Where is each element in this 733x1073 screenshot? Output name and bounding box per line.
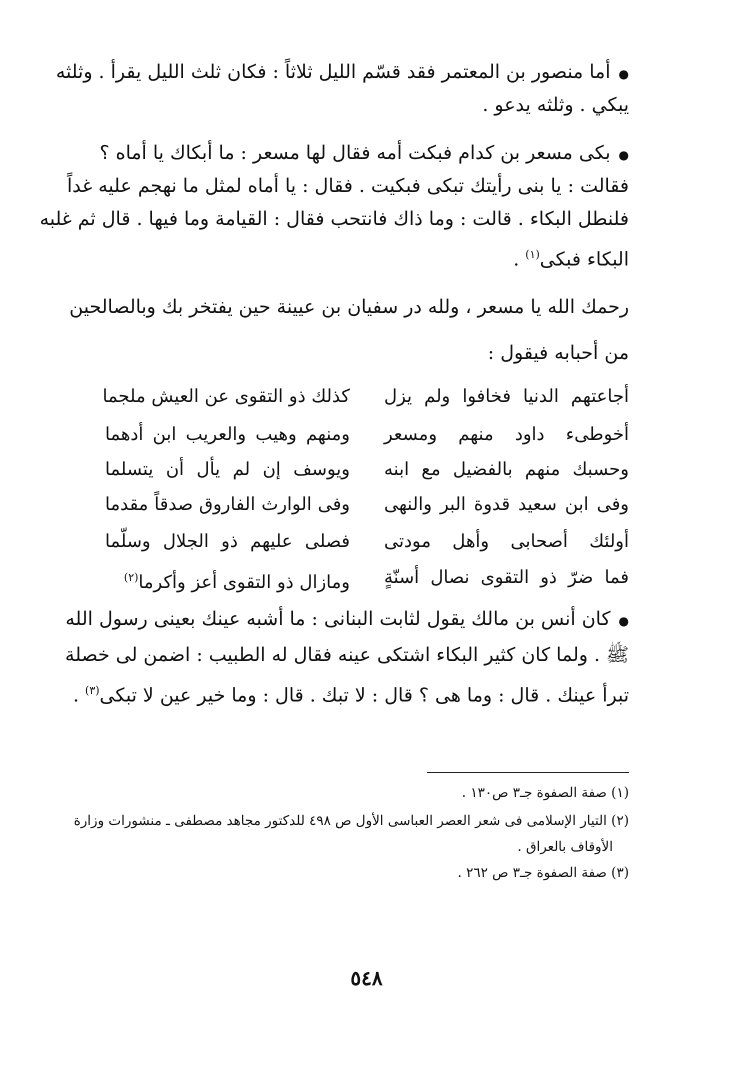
- page-number: ٥٤٨: [350, 966, 383, 990]
- text-span: .: [72, 684, 86, 707]
- paragraph-1-line-2: يبكي . وثلثه يدعو .: [482, 94, 629, 116]
- text-span: البكاء فبكى: [539, 248, 629, 271]
- footnote-1: (١) صفة الصفوة جـ٣ ص١٣٠ .: [461, 785, 629, 801]
- paragraph-3-line-1: رحمك الله يا مسعر ، ولله در سفيان بن عيينة حين يفتخر بك وبالصالحين: [69, 296, 629, 318]
- text-span: كان أنس بن مالك يقول لثابت البنانى : ما أشبه عينك بعينى رسول الله: [65, 608, 611, 630]
- poem-verse-3-second-hemistich: ويوسف إن لم يأل أن يتسلما: [105, 459, 350, 480]
- poem-verse-1-second-hemistich: كذلك ذو التقوى عن العيش ملجما: [102, 386, 350, 407]
- text-span: تبرأ عينك . قال : وما هى ؟ قال : لا تبك . قال : وما خير عين لا تبكى: [99, 684, 629, 707]
- poem-verse-3-first-hemistich: وحسبك منهم بالفضيل مع ابنه: [384, 459, 629, 480]
- poem-verse-5-first-hemistich: أولئك أصحابى وأهل مودتى: [384, 531, 629, 552]
- poem-verse-1-first-hemistich: أجاعتهم الدنيا فخافوا ولم يزل: [384, 386, 629, 407]
- text-span: .: [513, 248, 526, 271]
- bullet-icon: ●: [618, 148, 629, 162]
- footnote-ref-2: (٢): [123, 571, 139, 584]
- poem-verse-4-second-hemistich: وفى الوارث الفاروق صدقاً مقدما: [105, 494, 350, 515]
- text-span: أما منصور بن المعتمر فقد قسّم الليل ثلاثاً : فكان ثلث الليل يقرأ . وثلثه: [55, 61, 611, 83]
- text-span: ومازال ذو التقوى أعز وأكرما: [138, 572, 350, 593]
- poem-verse-5-second-hemistich: فصلى عليهم ذو الجلال وسلّما: [105, 531, 350, 552]
- poem-verse-6-second-hemistich: [105, 563, 350, 598]
- text-span: بكى مسعر بن كدام فبكت أمه فقال لها مسعر : ما أبكاك يا أماه ؟: [99, 142, 611, 164]
- paragraph-4-line-3: [72, 676, 629, 710]
- footnote-separator: [427, 772, 629, 773]
- bullet-icon: ●: [618, 614, 629, 628]
- bullet-icon: ●: [618, 67, 629, 81]
- footnote-2: (٢) التيار الإسلامى فى شعر العصر العباسى الأول ص ٤٩٨ للدكتور مجاهد مصطفى ـ منشورات وزارة: [73, 813, 629, 829]
- paragraph-2-line-2: فقالت : يا بنى رأيتك تبكى فبكيت . فقال : يا أماه لمثل ما نهجم عليه غداً: [67, 175, 629, 197]
- paragraph-3-line-2: من أحبابه فيقول :: [487, 342, 629, 364]
- paragraph-1-line-1: [55, 57, 629, 89]
- poem-verse-6-first-hemistich: فما ضرّ ذو التقوى نصال أسنّةٍ: [384, 567, 629, 588]
- footnote-ref-1: (١): [525, 248, 540, 261]
- poem-verse-2-second-hemistich: ومنهم وهيب والعريب ابن أدهما: [105, 424, 350, 445]
- poem-verse-4-first-hemistich: وفى ابن سعيد قدوة البر والنهى: [384, 494, 629, 515]
- paragraph-2-line-3: فلنطل البكاء . قالت : وما ذاك فانتحب فقال : القيامة وما فيها . قال ثم غلبه: [39, 208, 629, 230]
- poem-verse-2-first-hemistich: أخوطىء داود منهم ومسعر: [384, 424, 629, 445]
- paragraph-4-line-2: ﷺ . ولما كان كثير البكاء اشتكى عينه فقال له الطبيب : اضمن لى خصلة: [65, 644, 629, 666]
- paragraph-2-line-1: [99, 138, 629, 170]
- footnote-3: (٣) صفة الصفوة جـ٣ ص ٢٦٢ .: [457, 865, 629, 881]
- paragraph-2-line-4: [106, 240, 629, 274]
- paragraph-4-line-1: [65, 604, 629, 636]
- footnote-2-continuation: الأوقاف بالعراق .: [517, 839, 613, 855]
- footnote-ref-3: (٣): [85, 684, 100, 697]
